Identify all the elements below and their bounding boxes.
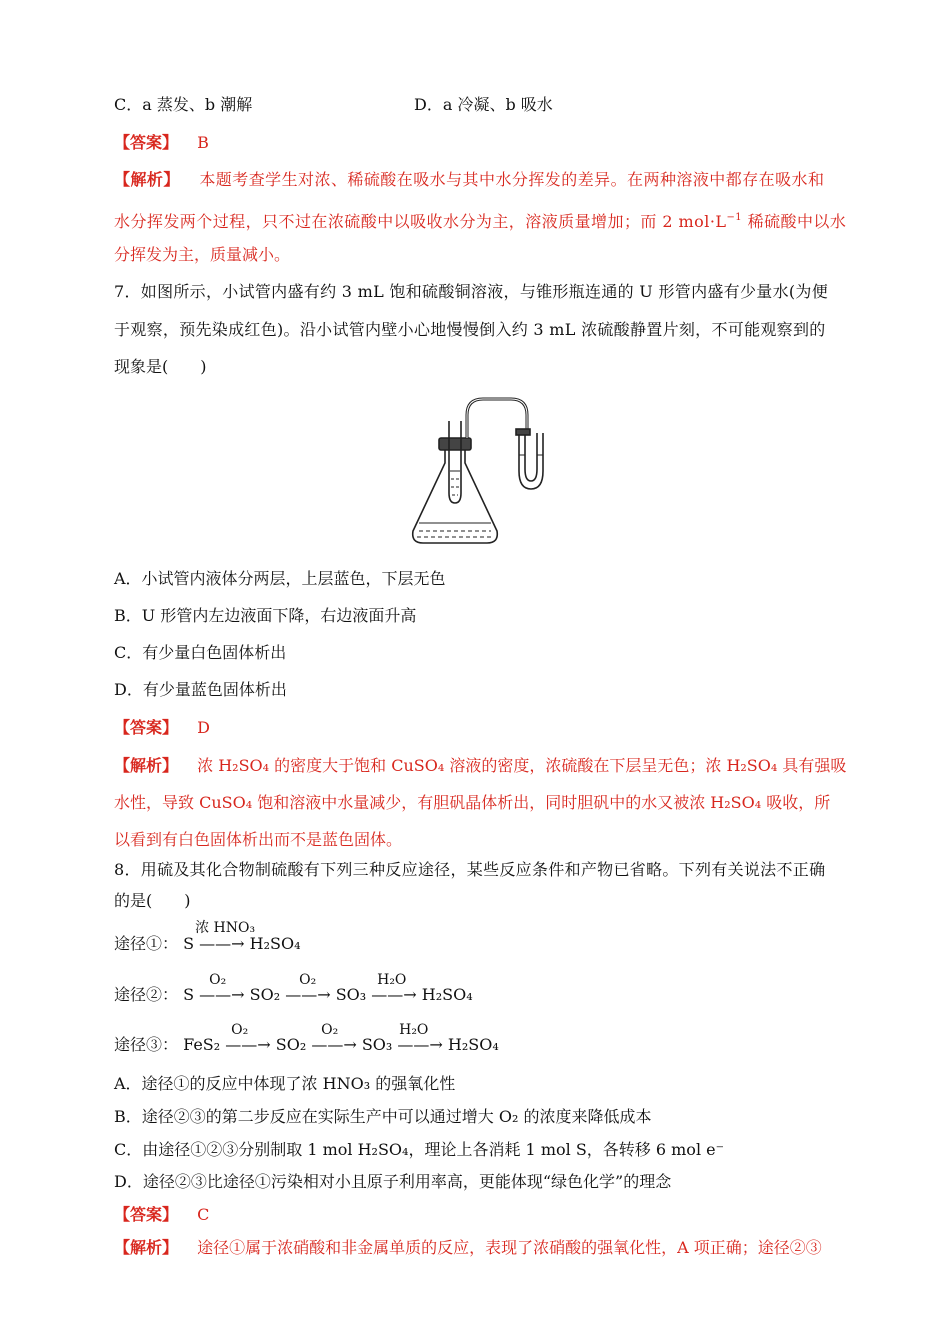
q8-route-3: [114, 1022, 499, 1055]
q7-stem-line-2: 于观察，预先染成红色)。沿小试管内壁小心地慢慢倒入约 3 mL 浓硫酸静置片刻，不可能观察到的: [114, 320, 826, 339]
analysis-text: 稀硫酸中以水: [742, 212, 847, 231]
reaction-equation: [183, 1022, 499, 1055]
answer-value: C: [197, 1205, 210, 1224]
equation-text: S ——→ SO₂ ——→ SO₃ ——→ H₂SO₄: [183, 985, 473, 1004]
answer-value: B: [197, 133, 209, 152]
reaction-condition: O₂: [231, 1022, 249, 1038]
reaction-equation: [183, 972, 473, 1005]
q8-route-2: [114, 972, 473, 1005]
reaction-condition: O₂: [299, 972, 317, 988]
flask-u-tube-figure: [405, 393, 555, 551]
analysis-tag: 【解析】: [114, 170, 180, 189]
q7-option-d: D．有少量蓝色固体析出: [114, 680, 287, 699]
q7-answer: [114, 718, 210, 738]
q6-analysis-line-1: [114, 170, 824, 190]
analysis-text: 水分挥发两个过程，只不过在浓硫酸中以吸收水分为主，溶液质量增加；而 2 mol·L: [114, 212, 727, 231]
reaction-condition: O₂: [321, 1022, 339, 1038]
superscript: −1: [726, 212, 743, 223]
answer-tag: 【答案】: [114, 133, 179, 152]
q8-option-d: D．途径②③比途径①污染相对小且原子利用率高，更能体现“绿色化学”的理念: [114, 1172, 672, 1191]
q6-option-d: D．a 冷凝、b 吸水: [414, 95, 553, 114]
q8-route-1: [114, 920, 301, 954]
reaction-condition: 浓 HNO₃: [195, 920, 256, 936]
q8-stem-line-2: 的是( ): [114, 891, 191, 910]
answer-tag: 【答案】: [114, 718, 179, 737]
answer-tag: 【答案】: [114, 1205, 179, 1224]
q6-answer: [114, 133, 209, 153]
q7-analysis-line-3: 以看到有白色固体析出而不是蓝色固体。: [114, 830, 403, 849]
equation-text: S ——→ H₂SO₄: [183, 934, 301, 953]
q7-option-b: B．U 形管内左边液面下降，右边液面升高: [114, 606, 417, 625]
q8-option-b: B．途径②③的第二步反应在实际生产中可以通过增大 O₂ 的浓度来降低成本: [114, 1107, 652, 1126]
equation-text: FeS₂ ——→ SO₂ ——→ SO₃ ——→ H₂SO₄: [183, 1035, 499, 1054]
analysis-text: 途径①属于浓硝酸和非金属单质的反应，表现了浓硝酸的强氧化性，A 项正确；途径②③: [197, 1238, 822, 1257]
q7-stem-line-1: 7．如图所示，小试管内盛有约 3 mL 饱和硫酸铜溶液，与锥形瓶连通的 U 形管内盛有少量水(为便: [114, 282, 829, 301]
route-label: 途径③：: [114, 1035, 179, 1054]
q7-stem-line-3: 现象是( ): [114, 357, 207, 376]
reaction-condition: O₂: [209, 972, 227, 988]
q8-analysis-line-1: [114, 1238, 822, 1258]
analysis-tag: 【解析】: [114, 1238, 179, 1257]
q7-analysis-line-2: 水性，导致 CuSO₄ 饱和溶液中水量减少，有胆矾晶体析出，同时胆矾中的水又被浓 H₂SO₄ 吸收，所: [114, 793, 831, 812]
reaction-condition: H₂O: [377, 972, 407, 988]
q6-analysis-line-3: 分挥发为主，质量减小。: [114, 245, 291, 264]
reaction-condition: H₂O: [399, 1022, 429, 1038]
q6-option-c: C．a 蒸发、b 潮解: [114, 95, 253, 114]
analysis-text: 本题考查学生对浓、稀硫酸在吸水与其中水分挥发的差异。在两种溶液中都存在吸水和: [199, 170, 825, 189]
q8-option-c: C．由途径①②③分别制取 1 mol H₂SO₄，理论上各消耗 1 mol S，各转移 6 mol e⁻: [114, 1140, 725, 1159]
reaction-equation: [183, 920, 301, 954]
route-label: 途径①：: [114, 934, 179, 953]
q6-analysis-line-2: [114, 208, 846, 232]
analysis-tag: 【解析】: [114, 756, 179, 775]
q8-stem-line-1: 8．用硫及其化合物制硫酸有下列三种反应途径，某些反应条件和产物已省略。下列有关说法不正确: [114, 860, 826, 879]
q8-answer: [114, 1205, 209, 1225]
route-label: 途径②：: [114, 985, 179, 1004]
q7-analysis-line-1: [114, 756, 846, 776]
q7-option-a: A．小试管内液体分两层，上层蓝色，下层无色: [114, 569, 446, 588]
answer-value: D: [197, 718, 210, 737]
analysis-text: 浓 H₂SO₄ 的密度大于饱和 CuSO₄ 溶液的密度，浓硫酸在下层呈无色；浓 H₂SO₄ 具有强吸: [197, 756, 847, 775]
q7-option-c: C．有少量白色固体析出: [114, 643, 287, 662]
q8-option-a: A．途径①的反应中体现了浓 HNO₃ 的强氧化性: [114, 1074, 456, 1093]
